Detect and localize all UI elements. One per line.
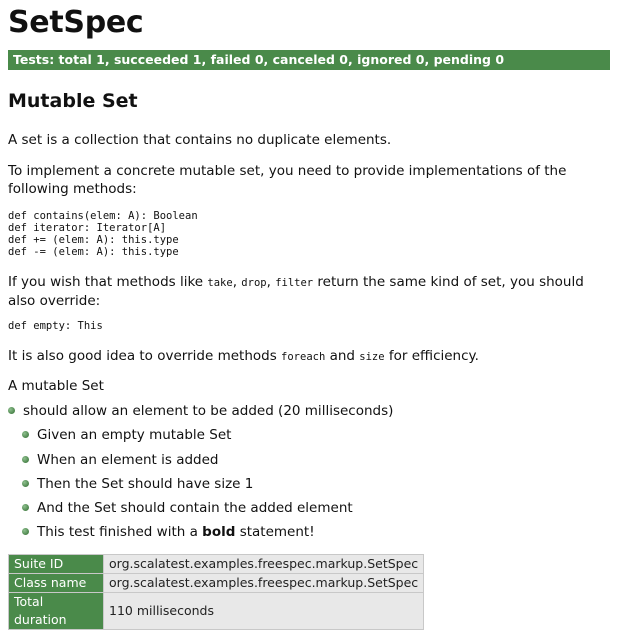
inline-code-take: take <box>207 277 233 289</box>
step-item: Given an empty mutable Set <box>22 426 231 444</box>
inline-code-filter: filter <box>275 277 314 289</box>
description-paragraph: A set is a collection that contains no duplicate elements. <box>8 132 392 148</box>
summary-value: 110 milliseconds <box>104 593 424 630</box>
test-name: should allow an element to be added (20 milliseconds) <box>23 403 394 419</box>
empty-method-code: def empty: This <box>8 320 103 332</box>
table-row <box>9 574 424 593</box>
override-paragraph: If you wish that methods like take, drop, filter return the same kind of set, you should also override: <box>8 274 584 309</box>
inline-code-drop: drop <box>241 277 267 289</box>
table-row <box>9 593 424 630</box>
implementation-paragraph: To implement a concrete mutable set, you need to provide implementations of the following methods: <box>8 163 567 197</box>
step-item: When an element is added <box>22 451 219 469</box>
summary-key: Class name <box>9 574 104 593</box>
section-title: Mutable Set <box>8 90 138 112</box>
bullet-icon <box>22 431 29 438</box>
summary-value: org.scalatest.examples.freespec.markup.SetSpec <box>104 574 424 593</box>
bullet-icon <box>22 504 29 511</box>
bullet-icon <box>22 456 29 463</box>
summary-key: Total duration <box>9 593 104 630</box>
bullet-icon <box>22 528 29 535</box>
inline-code-size: size <box>359 351 385 363</box>
step-item: This test finished with a bold statement! <box>22 523 315 541</box>
summary-key: Suite ID <box>9 555 104 574</box>
bullet-icon <box>22 480 29 487</box>
table-row <box>9 555 424 574</box>
required-methods-code: def contains(elem: A): Boolean def iterator: Iterator[A] def += (elem: A): this.type def -= (elem: A): this.type <box>8 210 198 258</box>
efficiency-paragraph: It is also good idea to override methods foreach and size for efficiency. <box>8 348 479 364</box>
step-item: And the Set should contain the added element <box>22 499 353 517</box>
page-title: SetSpec <box>8 5 144 40</box>
step-item: Then the Set should have size 1 <box>22 475 253 493</box>
summary-value: org.scalatest.examples.freespec.markup.SetSpec <box>104 555 424 574</box>
scope-label: A mutable Set <box>8 378 104 394</box>
suite-summary-table <box>8 554 424 630</box>
bullet-icon <box>8 407 15 414</box>
inline-code-foreach: foreach <box>281 351 326 363</box>
test-summary-banner: Tests: total 1, succeeded 1, failed 0, canceled 0, ignored 0, pending 0 <box>8 50 610 70</box>
bold-text: bold <box>202 524 236 540</box>
test-item <box>8 402 393 420</box>
